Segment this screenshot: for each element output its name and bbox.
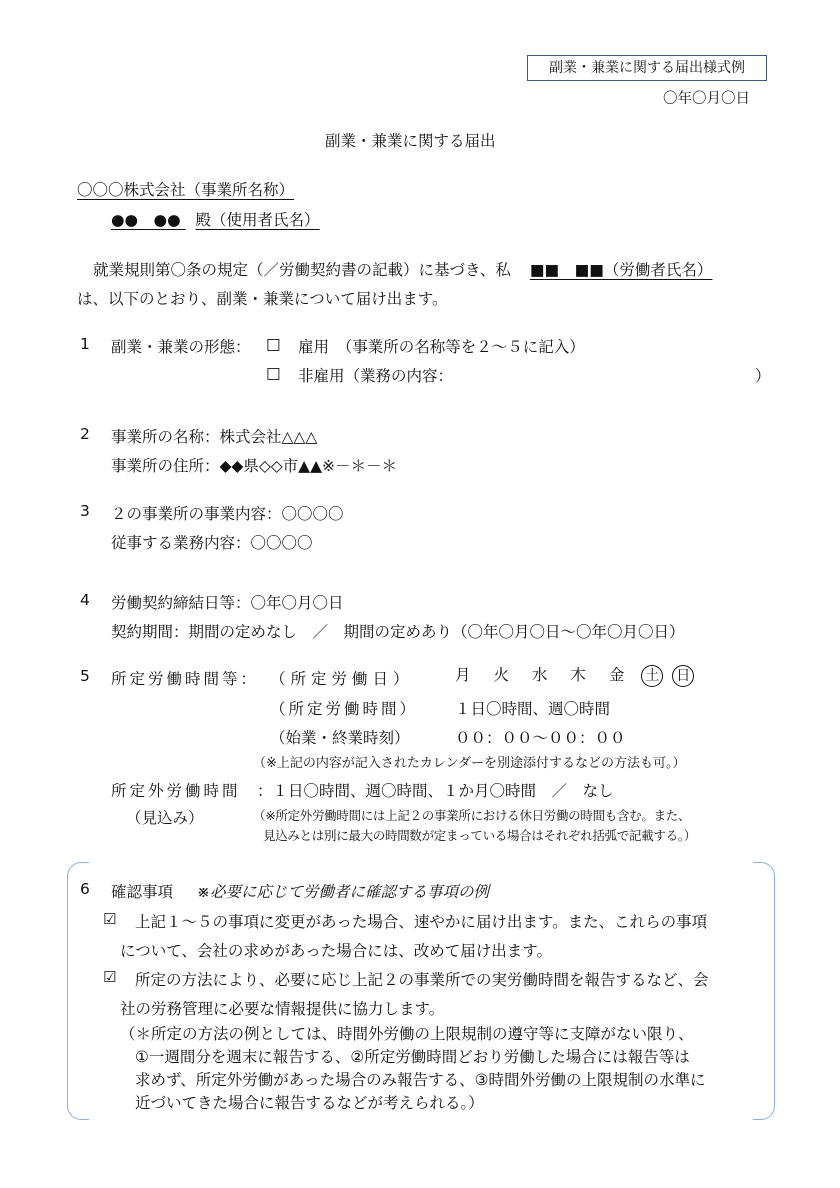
contract-date-line: 労働契約締結日等：〇年〇月〇日: [111, 594, 344, 612]
section2-number: 2: [80, 425, 90, 443]
section4-number: 4: [80, 591, 90, 609]
recipient-suffix: 殿（使用者氏名）: [195, 211, 320, 229]
office-address-line: 事業所の住所：◆◆県◇◇市▲▲※－＊－＊: [111, 457, 398, 475]
confirm-item-1-line-1: 上記１～５の事項に変更があった場合、速やかに届け出ます。また、これらの事項: [135, 913, 708, 931]
weekday-sun-circled: 日: [672, 665, 694, 687]
shift-label: （始業・終業時刻）: [270, 729, 410, 747]
workdays-label: （所定労働日）: [270, 670, 414, 688]
document-date: 〇年〇月〇日: [663, 91, 750, 107]
overtime-sub: （見込み）: [126, 809, 204, 827]
confirm-checkbox-2[interactable]: ☑: [103, 968, 117, 986]
section1-label: 副業・兼業の形態：: [111, 338, 251, 356]
section6-subtitle: ※必要に応じて労働者に確認する事項の例: [197, 883, 489, 901]
workdays-row: [455, 663, 694, 687]
non-employment-close-paren: ）: [755, 367, 771, 385]
weekday-mon: 月: [455, 666, 471, 684]
confirm-item-1-line-2: について、会社の求めがあった場合には、改めて届け出ます。: [120, 942, 552, 960]
method-note-line-3: 求めず、所定外労働があった場合のみ報告する、③時間外労働の上限規制の水準に: [135, 1071, 706, 1089]
duty-content-line: 従事する業務内容：〇〇〇〇: [111, 534, 313, 552]
non-employment-checkbox[interactable]: □: [266, 364, 281, 382]
recipient-line: [111, 208, 320, 230]
weekday-wed: 水: [531, 666, 548, 684]
confirm-item-2-line-1: 所定の方法により、必要に応じ上記２の事業所での実労働時間を報告するなど、会: [135, 971, 709, 989]
shift-value: ００：００～００：００: [455, 729, 626, 747]
hours-value: １日〇時間、週〇時間: [455, 700, 611, 718]
section5-number: 5: [80, 667, 90, 685]
section5-label: 所定労働時間等：: [111, 670, 260, 688]
confirm-item-2-line-2: 社の労務管理に必要な情報提供に協力します。: [120, 1000, 445, 1018]
business-content-line: ２の事業所の事業内容：〇〇〇〇: [111, 505, 344, 523]
overtime-note-2: 見込みとは別に最大の時間数が定まっている場合はそれぞれ括弧で記載する。）: [263, 828, 696, 843]
overtime-label: 所定外労働時間: [111, 782, 241, 800]
method-note-line-4: 近づいてきた場合に報告するなどが考えられる。）: [135, 1094, 484, 1112]
section6-label: 確認事項: [111, 883, 174, 901]
company-name: 〇〇〇株式会社（事業所名称）: [77, 181, 295, 199]
confirm-checkbox-1[interactable]: ☑: [103, 910, 117, 928]
calendar-note: （※上記の内容が記入されたカレンダーを別途添付するなどの方法も可。）: [253, 756, 686, 771]
contract-period-line: 契約期間：期間の定めなし ／ 期間の定めあり（〇年〇月〇日～〇年〇月〇日）: [111, 623, 685, 641]
section1-number: 1: [80, 335, 90, 353]
hours-label: （所定労働時間）: [270, 700, 419, 718]
intro-line-2: は、以下のとおり、副業・兼業について届け出ます。: [77, 290, 448, 308]
employment-option: 雇用 （事業所の名称等を２～５に記入）: [298, 338, 585, 356]
non-employment-option: 非雇用（業務の内容：: [298, 367, 454, 385]
section3-number: 3: [80, 502, 90, 520]
method-note-line-1: （＊所定の方法の例としては、時間外労働の上限規制の遵守等に支障がない限り、: [120, 1025, 694, 1043]
overtime-note-1: （※所定外労働時間には上記２の事業所における休日労働の時間も含む。また、: [253, 808, 691, 823]
method-note-line-2: ①一週間分を週末に報告する、②所定労働時間どおり労働した場合には報告等は: [135, 1048, 690, 1066]
intro-prefix: 就業規則第〇条の規定（／労働契約書の記載）に基づき、私: [93, 261, 511, 279]
section6-number: 6: [80, 880, 90, 898]
weekday-tue: 火: [493, 666, 509, 684]
worker-name: ■■ ■■（労働者氏名）: [529, 261, 713, 279]
weekday-fri: 金: [608, 666, 625, 684]
office-name-line: 事業所の名称：株式会社△△△: [111, 428, 318, 446]
recipient-name: ●● ●●: [111, 211, 181, 229]
weekday-sat-circled: 土: [641, 665, 663, 687]
overtime-value: ：１日〇時間、週〇時間、１か月〇時間 ／ なし: [257, 782, 614, 800]
weekday-thu: 木: [570, 666, 586, 684]
intro-line-1: [93, 258, 712, 280]
document-title: 副業・兼業に関する届出: [325, 132, 496, 150]
form-label-badge: 副業・兼業に関する届出様式例: [527, 55, 767, 81]
employment-checkbox[interactable]: □: [266, 335, 281, 353]
